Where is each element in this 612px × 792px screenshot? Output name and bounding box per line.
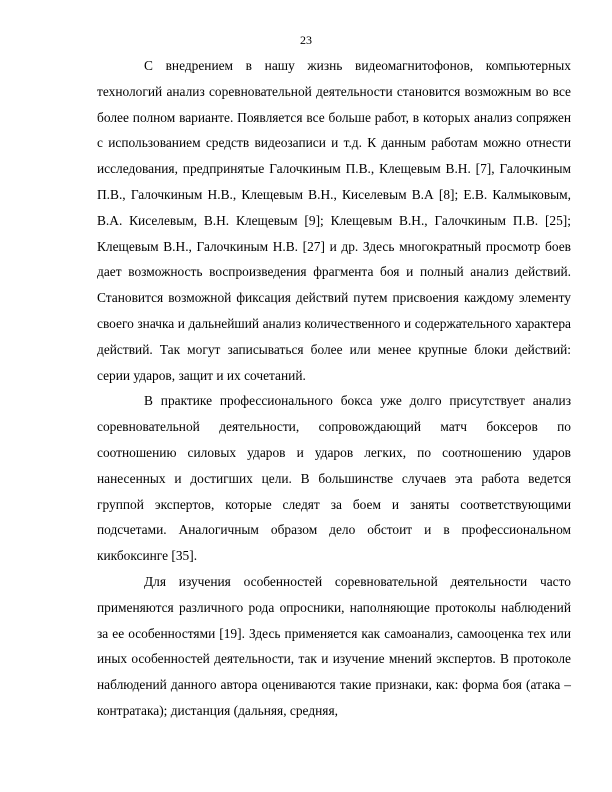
paragraph-3: Для изучения особенностей соревновательной деятельности часто применяются различного рода опросники, наполняющие протоколы наблюдений за ее особенностями [19]. Здесь применяется как самоанализ, самооценка тех или иных особенностей деятельности, так и изучение мнений экспертов. В протоколе наблюдений данного автора оцениваются такие признаки, как: форма боя (атака – контратака); дистанция (дальняя, средняя, (97, 573, 571, 718)
page-number: 23 (300, 33, 312, 47)
body-text (97, 53, 571, 724)
paragraph-1: С внедрением в нашу жизнь видеомагнитофонов, компьютерных технологий анализ соревновательной деятельности становится возможным во все более полном варианте. Появляется все больше работ, в которых анализ сопряжен с использованием средств видеозаписи и т.д. К данным работам можно отнести исследования, предпринятые Галочкиным П.В., Клещевым В.Н. [7], Галочкиным П.В., Галочкиным Н.В., Клещевым В.Н., Киселевым В.А [8]; Е.В. Калмыковым, В.А. Киселевым, В.Н. Клещевым [9]; Клещевым В.Н., Галочкиным П.В. [25]; Клещевым В.Н., Галочкиным Н.В. [27] и др. Здесь многократный просмотр боев дает возможность воспроизведения фрагмента боя и полный анализ действий. Становится возможной фиксация действий путем присвоения каждому элементу своего значка и дальнейший анализ количественного и содержательного характера действий. Так могут записываться более или менее крупные блоки действий: серии ударов, защит и их сочетаний. (97, 58, 571, 383)
paragraph-2: В практике профессионального бокса уже долго присутствует анализ соревновательной деятельности, сопровождающий матч боксеров по соотношению силовых ударов и ударов легких, по соотношению ударов нанесенных и достигших цели. В большинстве случаев эта работа ведется группой экспертов, которые следят за боем и заняты соответствующими подсчетами. Аналогичным образом дело обстоит и в профессиональном кикбоксинге [35]. (97, 393, 571, 564)
